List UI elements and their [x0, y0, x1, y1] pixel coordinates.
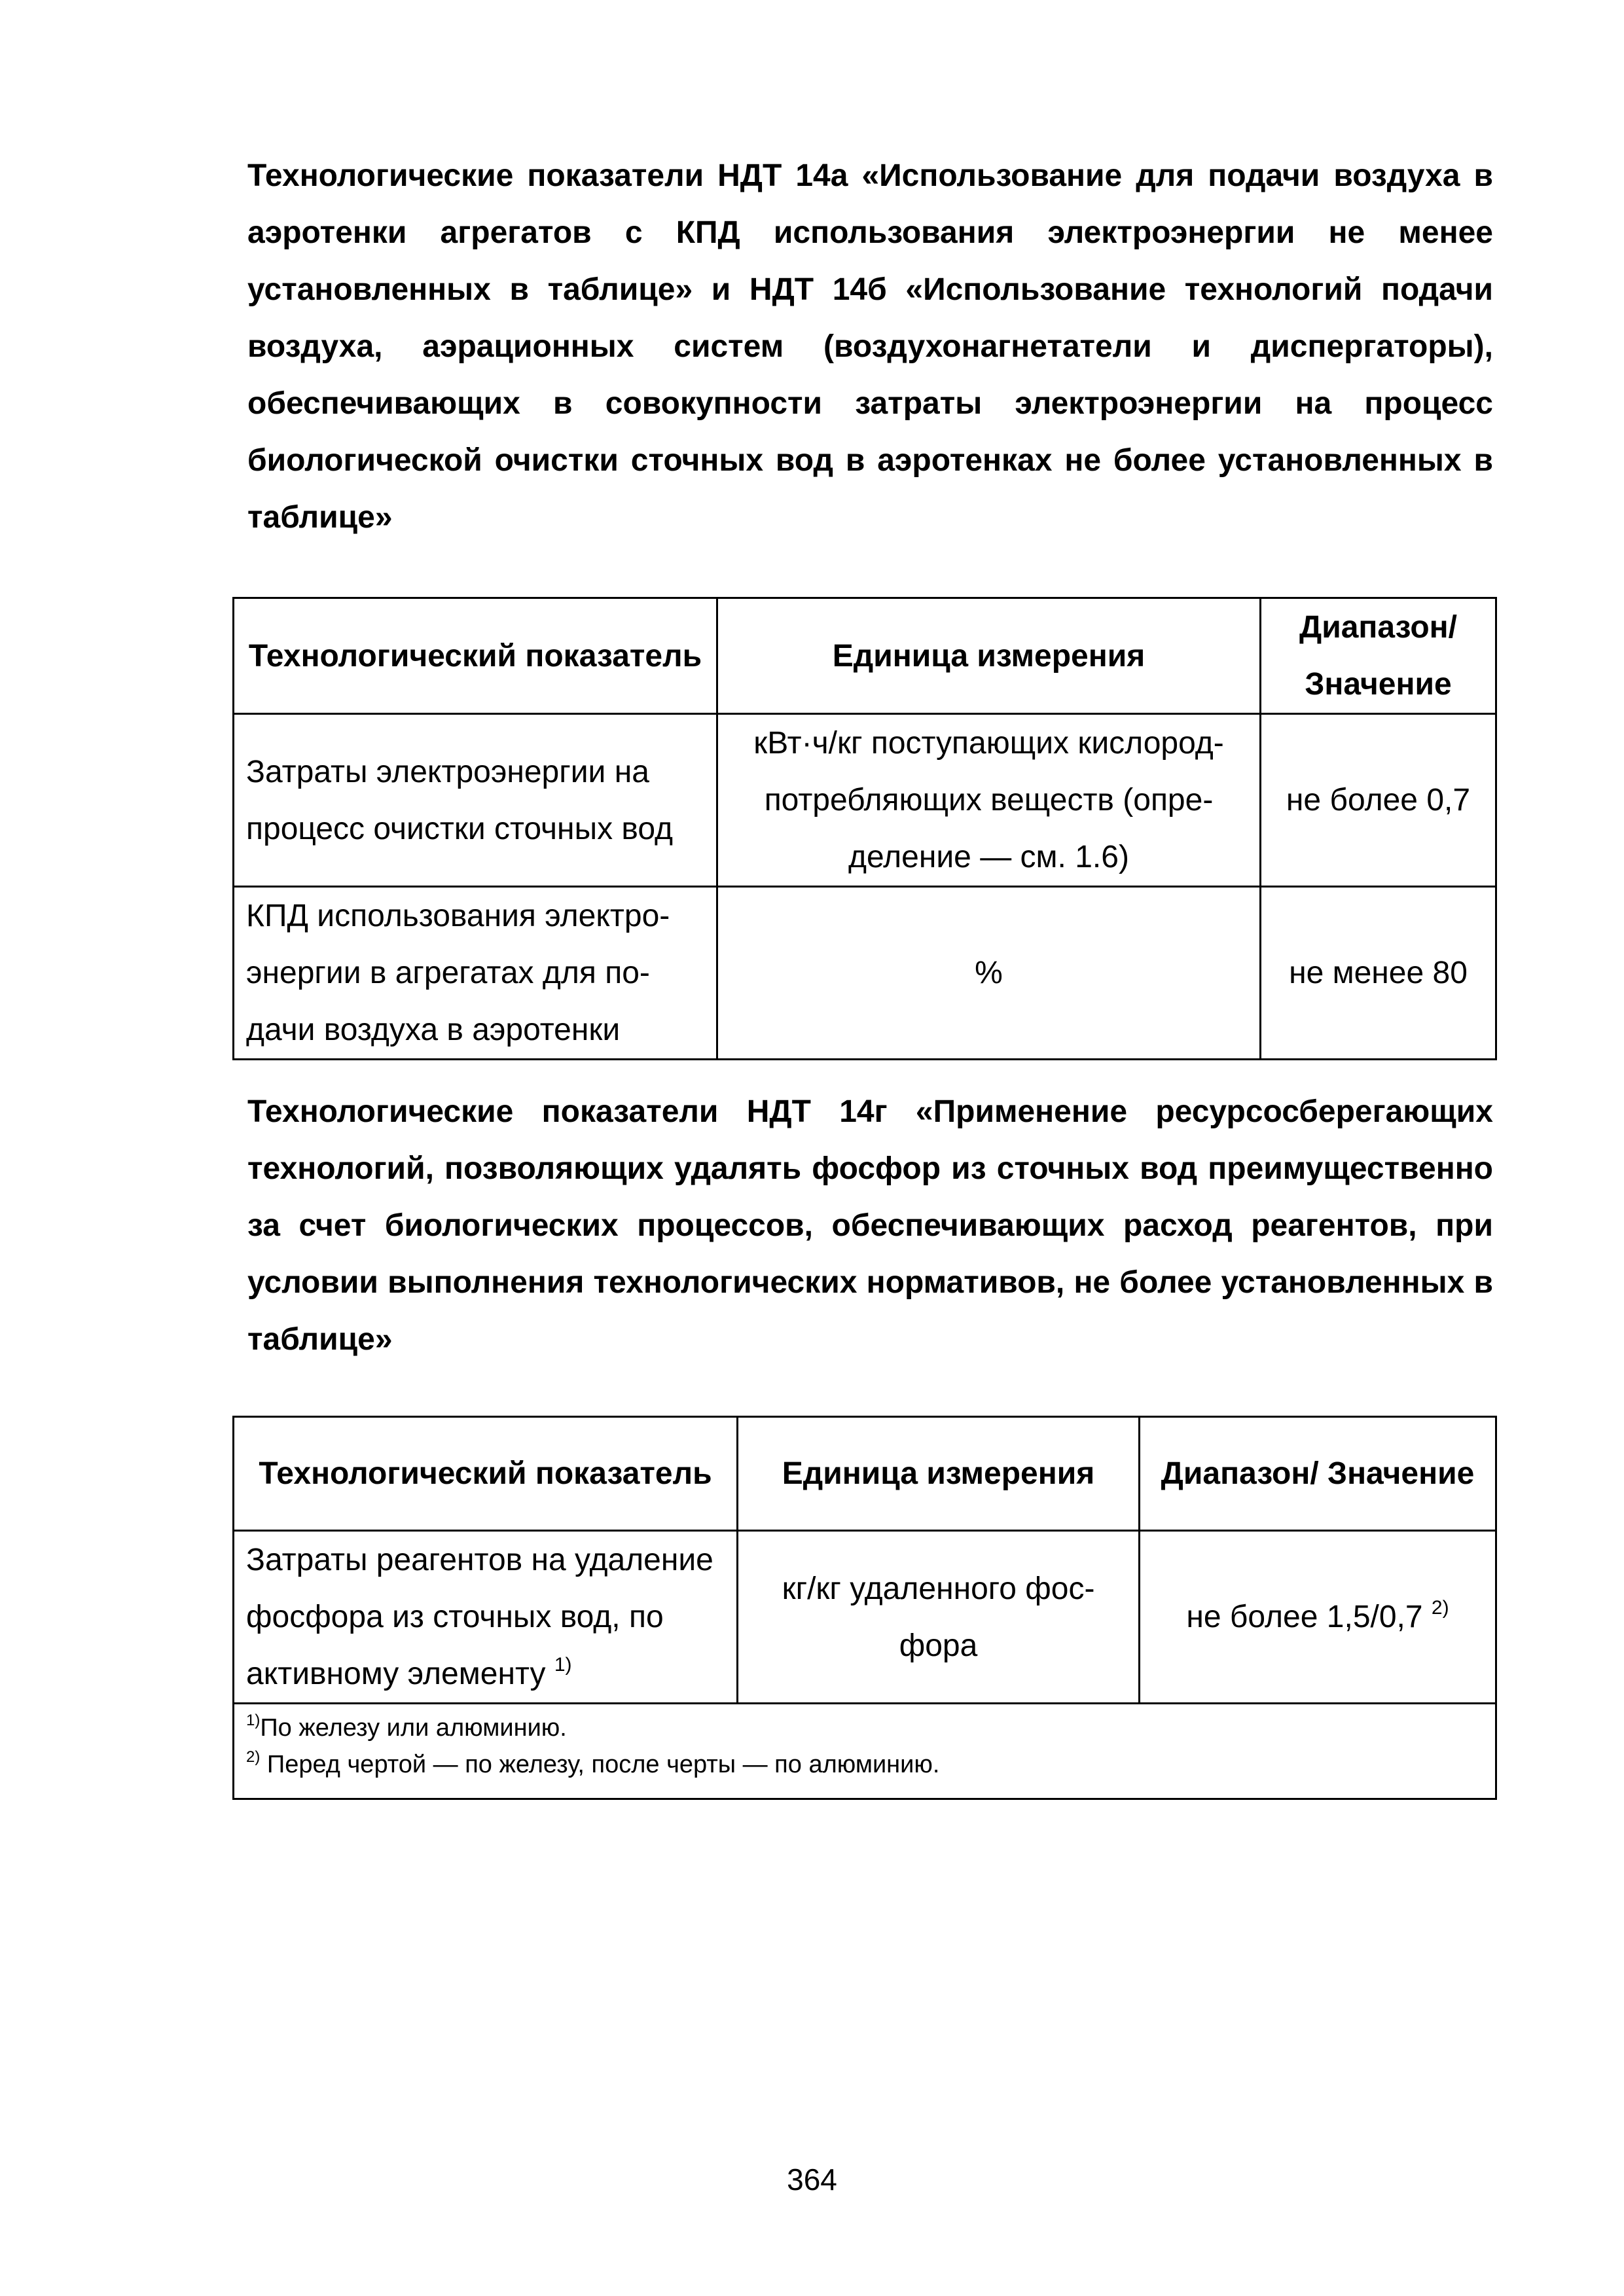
header-range-value: Диапазон/ Значение: [1140, 1417, 1496, 1531]
footnotes-cell: [234, 1704, 1496, 1799]
header-unit: Единица измерения: [738, 1417, 1140, 1531]
footnote-mark: 2): [1431, 1597, 1449, 1619]
table-header-row: [234, 598, 1496, 714]
table-header-row: [234, 1417, 1496, 1531]
header-range-value: Диапазон/ Значение: [1261, 598, 1496, 714]
cell-value-text: не более 1,5/0,7: [1186, 1600, 1423, 1634]
cell-indicator: Затраты электроэнергии на процесс очистки сточных вод: [234, 714, 717, 887]
cell-value: [1140, 1531, 1496, 1704]
page-number: 364: [787, 2162, 837, 2197]
cell-value: не менее 80: [1261, 887, 1496, 1060]
section-1-heading: Технологические показатели НДТ 14а «Использование для подачи воздуха в аэротенки агрегатов с КПД использования электроэнергии не менее установленных в таблице» и НДТ 14б «Использование технологий подачи воздуха, аэрационных систем (воздухонагнетатели и диспергаторы), обеспечивающих в совокупности затраты электроэнергии на процесс биологической очистки сточных вод в аэротенках не более установленных в таблице»: [247, 158, 1493, 535]
footnote-1-text: По железу или алюминию.: [260, 1714, 567, 1742]
cell-unit: %: [717, 887, 1261, 1060]
table-phosphorus-reagents: [232, 1416, 1497, 1800]
footnote-2-text: Перед чертой — по железу, после черты — по алюминию.: [260, 1751, 940, 1778]
table-aeration-indicators: [232, 597, 1497, 1060]
cell-value: не более 0,7: [1261, 714, 1496, 887]
cell-unit: кВт·ч/кг поступающих кислородпотребляющих веществ (определение — см. 1.6): [717, 714, 1261, 887]
cell-indicator: [234, 1531, 738, 1704]
table-row: [234, 1531, 1496, 1704]
table-row: [234, 714, 1496, 887]
table-notes-row: [234, 1704, 1496, 1799]
cell-indicator-text: Затраты реагентов на удаление фосфора из сточных вод, по активному элементу: [246, 1543, 713, 1691]
footnote-2: [246, 1746, 1483, 1783]
footnote-2-mark: 2): [246, 1748, 261, 1766]
table-row: [234, 887, 1496, 1060]
header-unit: Единица измерения: [717, 598, 1261, 714]
footnote-mark: 1): [554, 1654, 572, 1676]
header-indicator: Технологический показатель: [234, 598, 717, 714]
footnote-1: [246, 1710, 1483, 1746]
cell-unit: кг/кг удаленного фосфора: [738, 1531, 1140, 1704]
footnote-1-mark: 1): [246, 1712, 261, 1729]
cell-indicator: КПД использования электроэнергии в агрегатах для подачи воздуха в аэротенки: [234, 887, 717, 1060]
section-2-heading: Технологические показатели НДТ 14г «Применение ресурсосберегающих технологий, позволяющих удалять фосфор из сточных вод преимущественно за счет биологических процессов, обеспечивающих расход реагентов, при условии выполнения технологических нормативов, не более установленных в таблице»: [247, 1094, 1493, 1357]
header-indicator: Технологический показатель: [234, 1417, 738, 1531]
